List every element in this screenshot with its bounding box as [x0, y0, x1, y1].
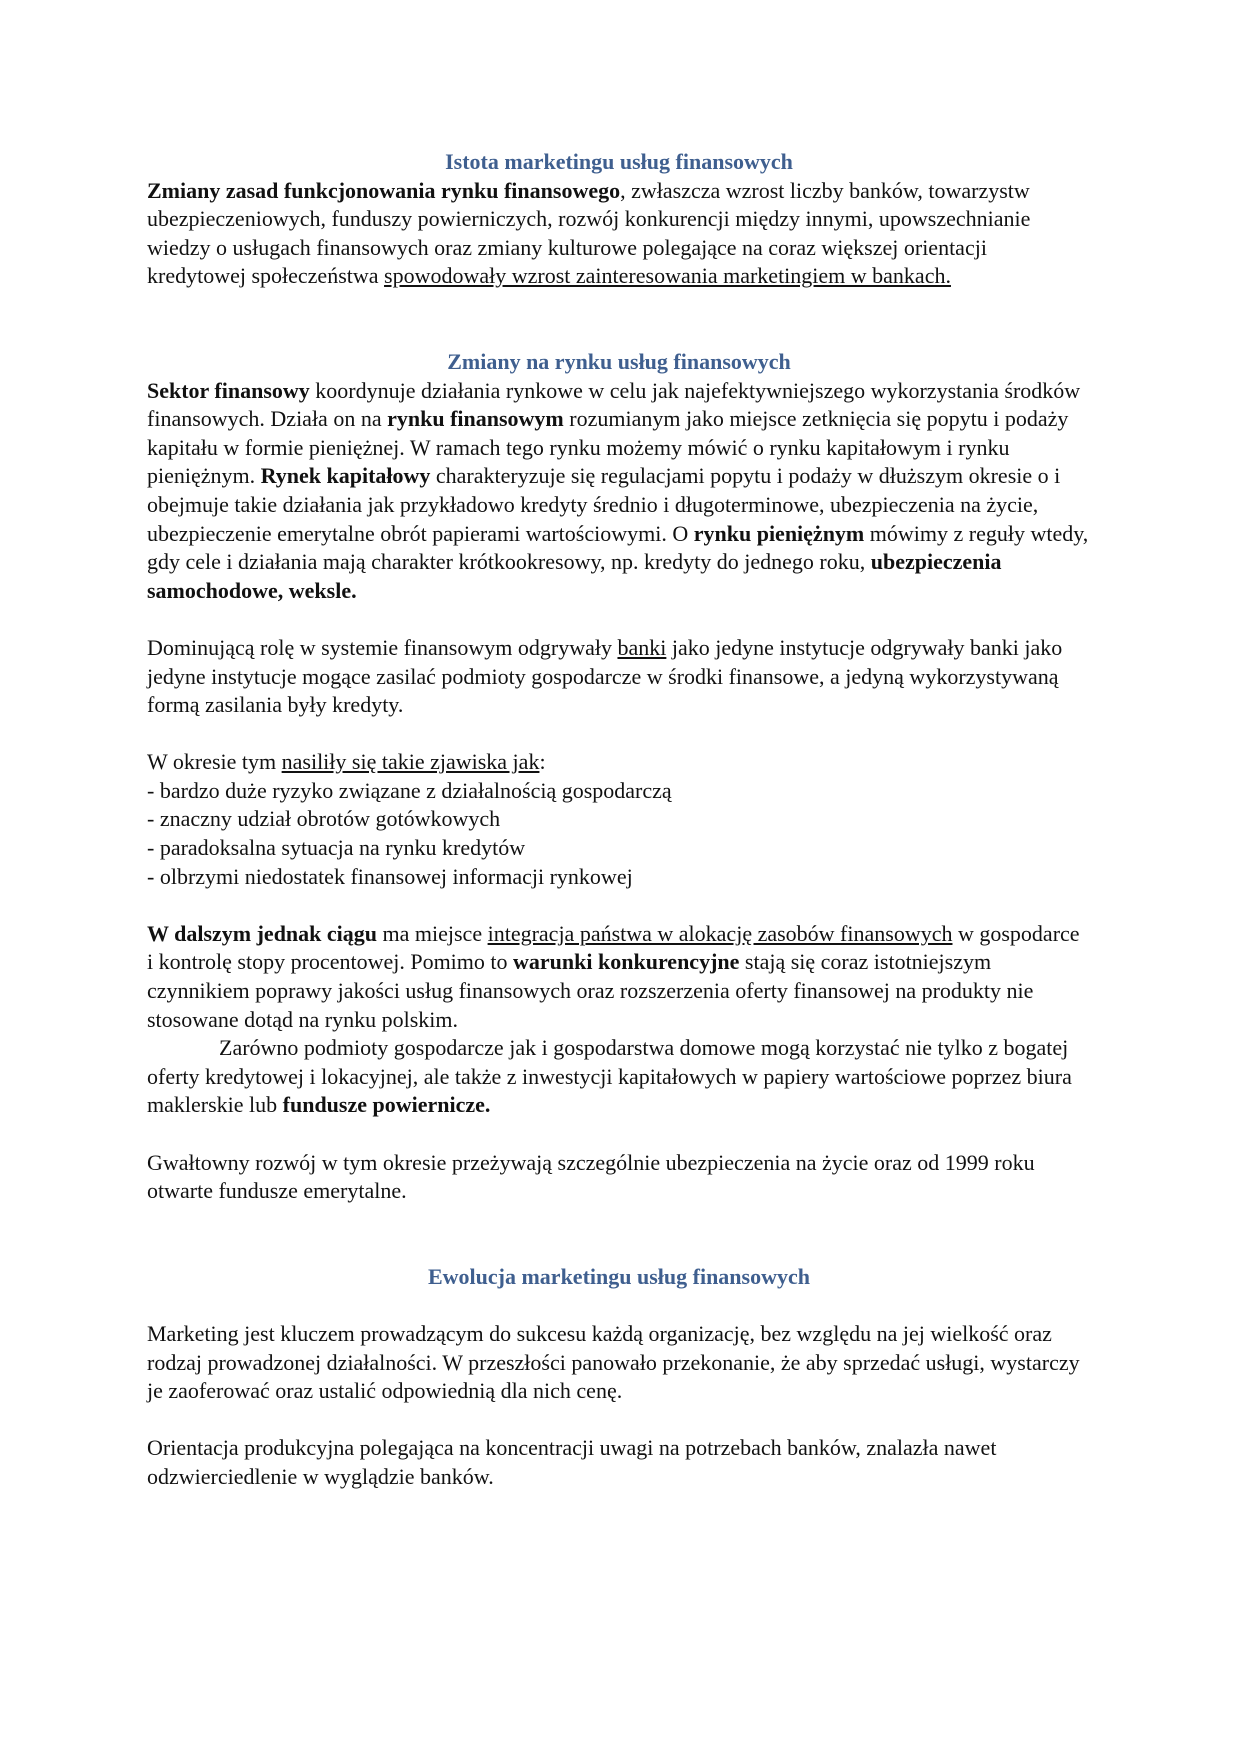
text-run: jako jedyne instytucje odgrywały banki jako jedyne instytucje mogące zasilać podmioty gospodarcze w środki finansowe, a jedyną wykorzystywaną formą zasilania były kredyty. [147, 634, 1063, 718]
text-run: rozumianym jako miejsce zetknięcia się popytu i podaży kapitału w formie pieniężnej. W ramach tego rynku możemy mówić o rynku kapitałowym i rynku pieniężnym. [147, 406, 1069, 489]
underlined-phrase: banki [617, 634, 667, 660]
underlined-phrase: integracja państwa w alokację zasobów finansowych [487, 920, 953, 946]
bold-phrase: fundusze powiernicze. [282, 1092, 491, 1118]
text-run: w gospodarce i kontrolę stopy procentowej. Pomimo to [147, 920, 1080, 975]
list-item: - znaczny udział obrotów gotówkowych [147, 806, 501, 832]
text-run: , zwłaszcza wzrost liczby banków, towarzystw ubezpieczeniowych, funduszy powierniczych, rozwój konkurencji między innymi, upowszechnianie wiedzy o usługach finansowych oraz zmiany kulturowe polegające na coraz większej orientacji kredytowej społeczeństwa [147, 177, 1031, 289]
text-run: stają się coraz istotniejszym czynnikiem poprawy jakości usług finansowych oraz rozszerzenia oferty finansowej na produkty nie stosowane dotąd na rynku polskim. [147, 949, 1034, 1032]
paragraph-dominujaca-rola [147, 634, 1091, 720]
text-run: charakteryzuje się regulacjami popytu i podaży w dłuższym okresie o i obejmuje takie działania jak przykładowo kredyty średnio i długoterminowe, ubezpieczenia na życie, ubezpieczenie emerytalne obrót papierami wartościowymi. O [147, 463, 1061, 546]
text-run: koordynuje działania rynkowe w celu jak najefektywniejszego wykorzystania środków finansowych. Działa on na [147, 377, 1081, 432]
text-run: Gwałtowny rozwój w tym okresie przeżywają szczególnie ubezpieczenia na życie oraz od 1999 roku otwarte fundusze emerytalne. [147, 1149, 1035, 1204]
text-run: ma miejsce [377, 920, 488, 946]
text-run: Orientacja produkcyjna polegająca na koncentracji uwagi na potrzebach banków, znalazła nawet odzwierciedlenie w wyglądzie banków. [147, 1435, 997, 1489]
paragraph-zmiany-zasad [147, 177, 1091, 291]
text-run: mówimy z reguły wtedy, gdy cele i działania mają charakter krótkookresowy, np. kredyty do jednego roku, [147, 520, 1089, 575]
bold-phrase: Sektor finansowy [147, 377, 310, 403]
paragraph-w-okresie-tym [147, 748, 1091, 777]
underlined-phrase: nasiliły się takie zjawiska jak [281, 749, 540, 775]
bold-phrase: rynku pieniężnym [693, 520, 865, 546]
bold-phrase: ubezpieczenia samochodowe, weksle. [147, 549, 1002, 603]
list-item: - olbrzymi niedostatek finansowej informacji rynkowej [147, 863, 633, 889]
paragraph-orientacja [147, 1434, 1091, 1491]
text-run: : [539, 749, 546, 775]
text-run: Marketing jest kluczem prowadzącym do sukcesu każdą organizację, bez względu na jej wielkość oraz rodzaj prowadzonej działalności. W przeszłości panowało przekonanie, że aby sprzedać usługi, wystarczy je zaoferować oraz ustalić odpowiednią dla nich cenę. [147, 1320, 1080, 1404]
underlined-phrase: spowodowały wzrost zainteresowania marketingiem w bankach. [384, 263, 951, 289]
section-heading-istota: Istota marketingu usług finansowych [445, 149, 793, 174]
list-item: - bardzo duże ryzyko związane z działalnością gospodarczą [147, 777, 672, 803]
document-page [147, 148, 1091, 1492]
section-heading-ewolucja: Ewolucja marketingu usług finansowych [427, 1263, 810, 1289]
paragraph-gwaltowny [147, 1149, 1091, 1206]
bold-phrase: Zmiany zasad funkcjonowania rynku finansowego [147, 177, 621, 203]
paragraph-sektor-finansowy [147, 377, 1091, 606]
bold-phrase: Rynek kapitałowy [260, 463, 431, 489]
paragraph-zarowno [147, 1034, 1091, 1120]
bold-phrase: W dalszym jednak ciągu [147, 920, 378, 946]
bold-phrase: rynku finansowym [387, 406, 564, 432]
paragraph-w-dalszym [147, 920, 1091, 1034]
list-item: - paradoksalna sytuacja na rynku kredytów [147, 835, 526, 861]
paragraph-marketing [147, 1320, 1091, 1406]
text-run: Zarówno podmioty gospodarcze jak i gospodarstwa domowe mogą korzystać nie tylko z bogatej oferty kredytowej i lokacyjnej, ale także z inwestycji kapitałowych w papiery wartościowe poprzez biura maklerskie lub [147, 1035, 1072, 1118]
section-heading-zmiany: Zmiany na rynku usług finansowych [447, 348, 791, 374]
text-run: Dominującą rolę w systemie finansowym odgrywały [147, 634, 618, 660]
bold-phrase: warunki konkurencyjne [513, 949, 740, 975]
text-run: W okresie tym [147, 749, 282, 775]
